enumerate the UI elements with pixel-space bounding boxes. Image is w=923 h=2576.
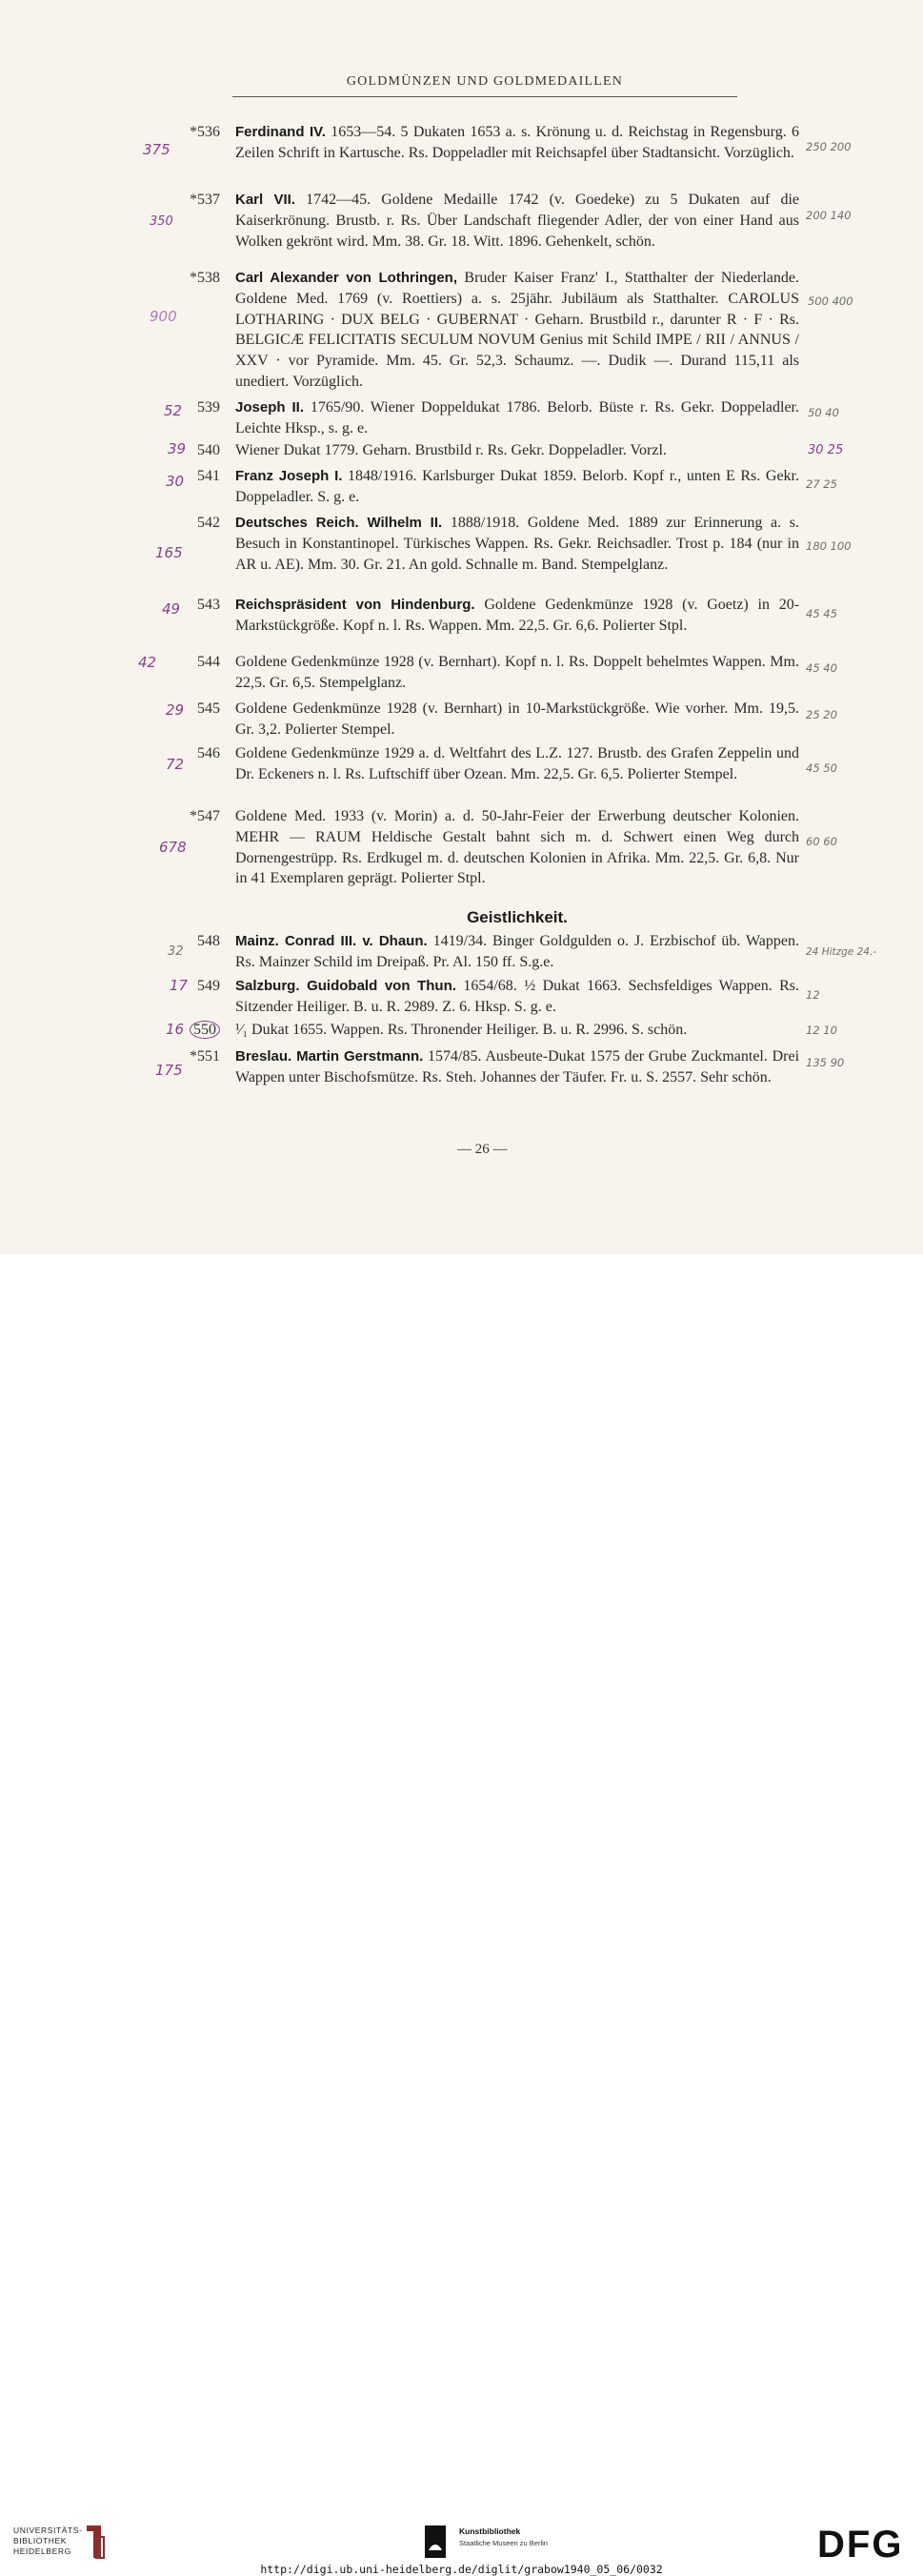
lot-description [235, 440, 799, 461]
handwritten-price-left: 42 [138, 654, 157, 671]
lot-number: *537 [190, 192, 220, 208]
handwritten-price-left: 165 [155, 544, 183, 561]
handwritten-price-left: 30 [166, 473, 185, 490]
lot-text: Goldene Gedenkmünze 1928 (v. Bernhart). Kopf n. l. Rs. Doppelt behelmtes Wappen. Mm. 22,5. Gr. 6,5. Stempelglanz. [235, 654, 799, 691]
lot-number: 543 [197, 597, 220, 613]
handwritten-price-right: 27 25 [806, 477, 837, 491]
handwritten-price-right: 12 [806, 988, 820, 1002]
kunstbibliothek-title: Kunstbibliothek [459, 2526, 521, 2536]
handwritten-price-right: 180 100 [806, 539, 852, 553]
lot-text: 1653—54. 5 Dukaten 1653 a. s. Krönung u. d. Reichstag in Regensburg. 6 Zeilen Schrift in Kartusche. Rs. Doppeladler mit Reichsapfel über Stadtansicht. Vorzüglich. [235, 124, 799, 161]
lot-text: Goldene Med. 1933 (v. Morin) a. d. 50-Jahr-Feier der Erwerbung deutscher Kolonien. MEHR — RAUM Heldische Gestalt bahnt sich m. d. Schwert einen Weg durch Dornengestrüpp. Rs. Erdkugel m. d. deutschen Kolonien in Afrika. Mm. 22,5. Gr. 6,8. Nur in 41 Exemplaren geprägt. Polierter Stpl. [235, 808, 799, 887]
lot-description [235, 699, 799, 740]
lot-title: Carl Alexander von Lothringen, [235, 270, 458, 286]
handwritten-price-left: 72 [166, 756, 185, 773]
lot-text: ¹⁄₁ Dukat 1655. Wappen. Rs. Thronender Heiliger. B. u. R. 2996. S. schön. [235, 1022, 688, 1038]
lot-description [235, 268, 799, 393]
handwritten-price-right: 250 200 [806, 140, 852, 153]
lot-text: Bruder Kaiser Franz' I., Statthalter der Niederlande. Goldene Med. 1769 (v. Roettiers) a. s. 25jähr. Jubiläum als Statthalter. CAROLUS LOTHARING · DUX BELG · GUBERNAT · Geharn. Brustbild r., darunter R · F · Rs. BELGICÆ FELICITATIS SECULUM NOVUM Genius mit Schild IMPE / RII / ANNUS / XXV · vor Pyramide. Mm. 45. Gr. 52,3. Schaumz. —. Dudik —. Durand 115,11 als unediert. Vorzüglich. [235, 270, 800, 390]
handwritten-price-left: 32 [168, 944, 184, 959]
section-heading: Geistlichkeit. [467, 908, 568, 926]
lot-title: Salzburg. Guidobald von Thun. [235, 978, 456, 994]
handwritten-price-left: 678 [159, 839, 187, 856]
handwritten-price-right: 25 20 [806, 708, 837, 721]
lot-title: Reichspräsident von Hindenburg. [235, 597, 475, 613]
handwritten-price-right: 30 25 [808, 443, 844, 457]
lot-number: 546 [197, 745, 220, 761]
lot-text: 1654/68. ½ Dukat 1663. Sechsfeldiges Wappen. Rs. Sitzender Heiliger. B. u. R. 2989. Z. 6. Hksp. S. g. e. [235, 978, 800, 1015]
footer-bar [0, 1254, 923, 2576]
handwritten-price-left: 39 [168, 440, 187, 457]
scanned-page [0, 0, 923, 1254]
handwritten-price-left: 49 [162, 600, 181, 618]
handwritten-price-right: 50 40 [808, 406, 839, 419]
lot-text: 1574/85. Ausbeute-Dukat 1575 der Grube Zuckmantel. Drei Wappen unter Bischofsmütze. Rs. Steh. Johannes der Täufer. Fr. u. S. 2557. Sehr schön. [235, 1048, 800, 1085]
handwritten-price-right: 45 40 [806, 661, 837, 675]
lot-number: *536 [190, 124, 220, 140]
handwritten-price-right: 45 45 [806, 607, 837, 620]
lot-description [235, 1020, 799, 1041]
lot-description [235, 652, 799, 694]
lot-title: Karl VII. [235, 192, 295, 208]
handwritten-price-left: 900 [150, 308, 177, 325]
university-label [13, 2525, 83, 2557]
lot-number: 542 [197, 515, 220, 531]
lot-description [235, 513, 799, 575]
lot-description [235, 397, 799, 439]
handwritten-price-left: 52 [164, 402, 183, 419]
lot-description [235, 976, 799, 1018]
handwritten-price-left: 29 [166, 701, 185, 719]
lot-number: 545 [197, 700, 220, 717]
university-logo-icon [84, 2522, 107, 2562]
lot-title: Ferdinand IV. [235, 124, 326, 140]
university-name: UNIVERSITÄTS- BIBLIOTHEK HEIDELBERG [13, 2525, 83, 2556]
lot-text: Goldene Gedenkmünze 1929 a. d. Weltfahrt des L.Z. 127. Brustb. des Grafen Zeppelin und Dr. Eckeners n. l. Rs. Luftschiff über Ozean. Mm. 22,5. Gr. 6,5. Polierter Stempel. [235, 745, 799, 782]
handwritten-price-right: 135 90 [806, 1056, 845, 1069]
handwritten-price-right: 60 60 [806, 835, 837, 848]
handwritten-price-left: 175 [155, 1062, 183, 1079]
lot-number: 540 [197, 442, 220, 458]
lot-number: 544 [197, 654, 220, 670]
lot-description [235, 931, 799, 973]
lot-number: 539 [197, 399, 220, 416]
lot-number: 548 [197, 933, 220, 949]
lot-description [235, 466, 799, 508]
lot-text: 1765/90. Wiener Doppeldukat 1786. Belorb. Büste r. Rs. Gekr. Doppeladler. Leichte Hksp., s. g. e. [235, 399, 799, 436]
lot-title: Franz Joseph I. [235, 468, 343, 484]
lot-title: Deutsches Reich. Wilhelm II. [235, 515, 443, 531]
lot-number: 541 [197, 468, 220, 484]
header-rule [232, 96, 737, 97]
kunstbibliothek-logo-icon [425, 2525, 446, 2558]
lot-description [235, 122, 799, 164]
handwritten-price-left: 375 [143, 141, 171, 158]
handwritten-price-right: 500 400 [808, 294, 853, 308]
handwritten-price-left: 16 [166, 1021, 185, 1038]
lot-number: *547 [190, 808, 220, 824]
page-number: — 26 — [457, 1142, 508, 1157]
lot-title: Joseph II. [235, 399, 304, 416]
handwritten-price-left: 350 [150, 214, 173, 229]
lot-description [235, 806, 799, 889]
handwritten-price-right: 12 10 [806, 1024, 837, 1037]
lot-description [235, 595, 799, 637]
handwritten-price-left: 17 [170, 977, 189, 994]
lot-description [235, 1046, 799, 1088]
handwritten-price-right: 200 140 [806, 209, 852, 222]
lot-number: *551 [190, 1048, 220, 1065]
page-header: GOLDMÜNZEN UND GOLDMEDAILLEN [346, 74, 624, 89]
dfg-logo: DFG [817, 2524, 904, 2566]
lot-title: Breslau. Martin Gerstmann. [235, 1048, 424, 1065]
lot-text: 1419/34. Binger Goldgulden o. J. Erzbischof üb. Wappen. Rs. Mainzer Schild im Dreipaß. Pr. Al. 150 ff. S.g.e. [235, 933, 800, 970]
kunstbibliothek-subtitle: Staatliche Museen zu Berlin [459, 2539, 548, 2547]
source-url-link[interactable]: http://digi.ub.uni-heidelberg.de/diglit/grabow1940_05_06/0032 [260, 2563, 663, 2576]
handwritten-price-right: 24 Hitzge 24.- [806, 946, 877, 958]
lot-title: Mainz. Conrad III. v. Dhaun. [235, 933, 428, 949]
circled-lot-number: 550 [190, 1021, 220, 1039]
lot-number: 549 [197, 978, 220, 994]
lot-description [235, 743, 799, 785]
lot-text: Goldene Gedenkmünze 1928 (v. Goetz) in 20-Markstückgröße. Kopf n. l. Rs. Wappen. Mm. 22,5. Gr. 6,6. Polierter Stpl. [235, 597, 800, 634]
lot-description [235, 190, 799, 252]
lot-text: 1742—45. Goldene Medaille 1742 (v. Goedeke) zu 5 Dukaten auf die Kaiserkrönung. Brustb. r. Rs. Über Landschaft fliegender Adler, der von einer Hand aus Wolken gekrönt wird. Mm. 38. Gr. 18. Witt. 1896. Gehenkelt, schön. [235, 192, 799, 250]
lot-number: *538 [190, 270, 220, 286]
lot-text: Wiener Dukat 1779. Geharn. Brustbild r. Rs. Gekr. Doppeladler. Vorzl. [235, 442, 667, 458]
lot-text: Goldene Gedenkmünze 1928 (v. Bernhart) in 10-Markstückgröße. Wie vorher. Mm. 19,5. Gr. 3,2. Polierter Stempel. [235, 700, 799, 738]
lot-text: 1848/1916. Karlsburger Dukat 1859. Belorb. Kopf r., unten E Rs. Gekr. Doppeladler. S. g. e. [235, 468, 799, 505]
handwritten-price-right: 45 50 [806, 761, 837, 775]
lot-text: 1888/1918. Goldene Med. 1889 zur Erinnerung a. s. Besuch in Konstantinopel. Türkisches Wappen. Rs. Gekr. Reichsadler. Trost p. 184 (nur in AR u. AE). Mm. 30. Gr. 21. An gold. Schnalle m. Band. Stempelglanz. [235, 515, 799, 573]
